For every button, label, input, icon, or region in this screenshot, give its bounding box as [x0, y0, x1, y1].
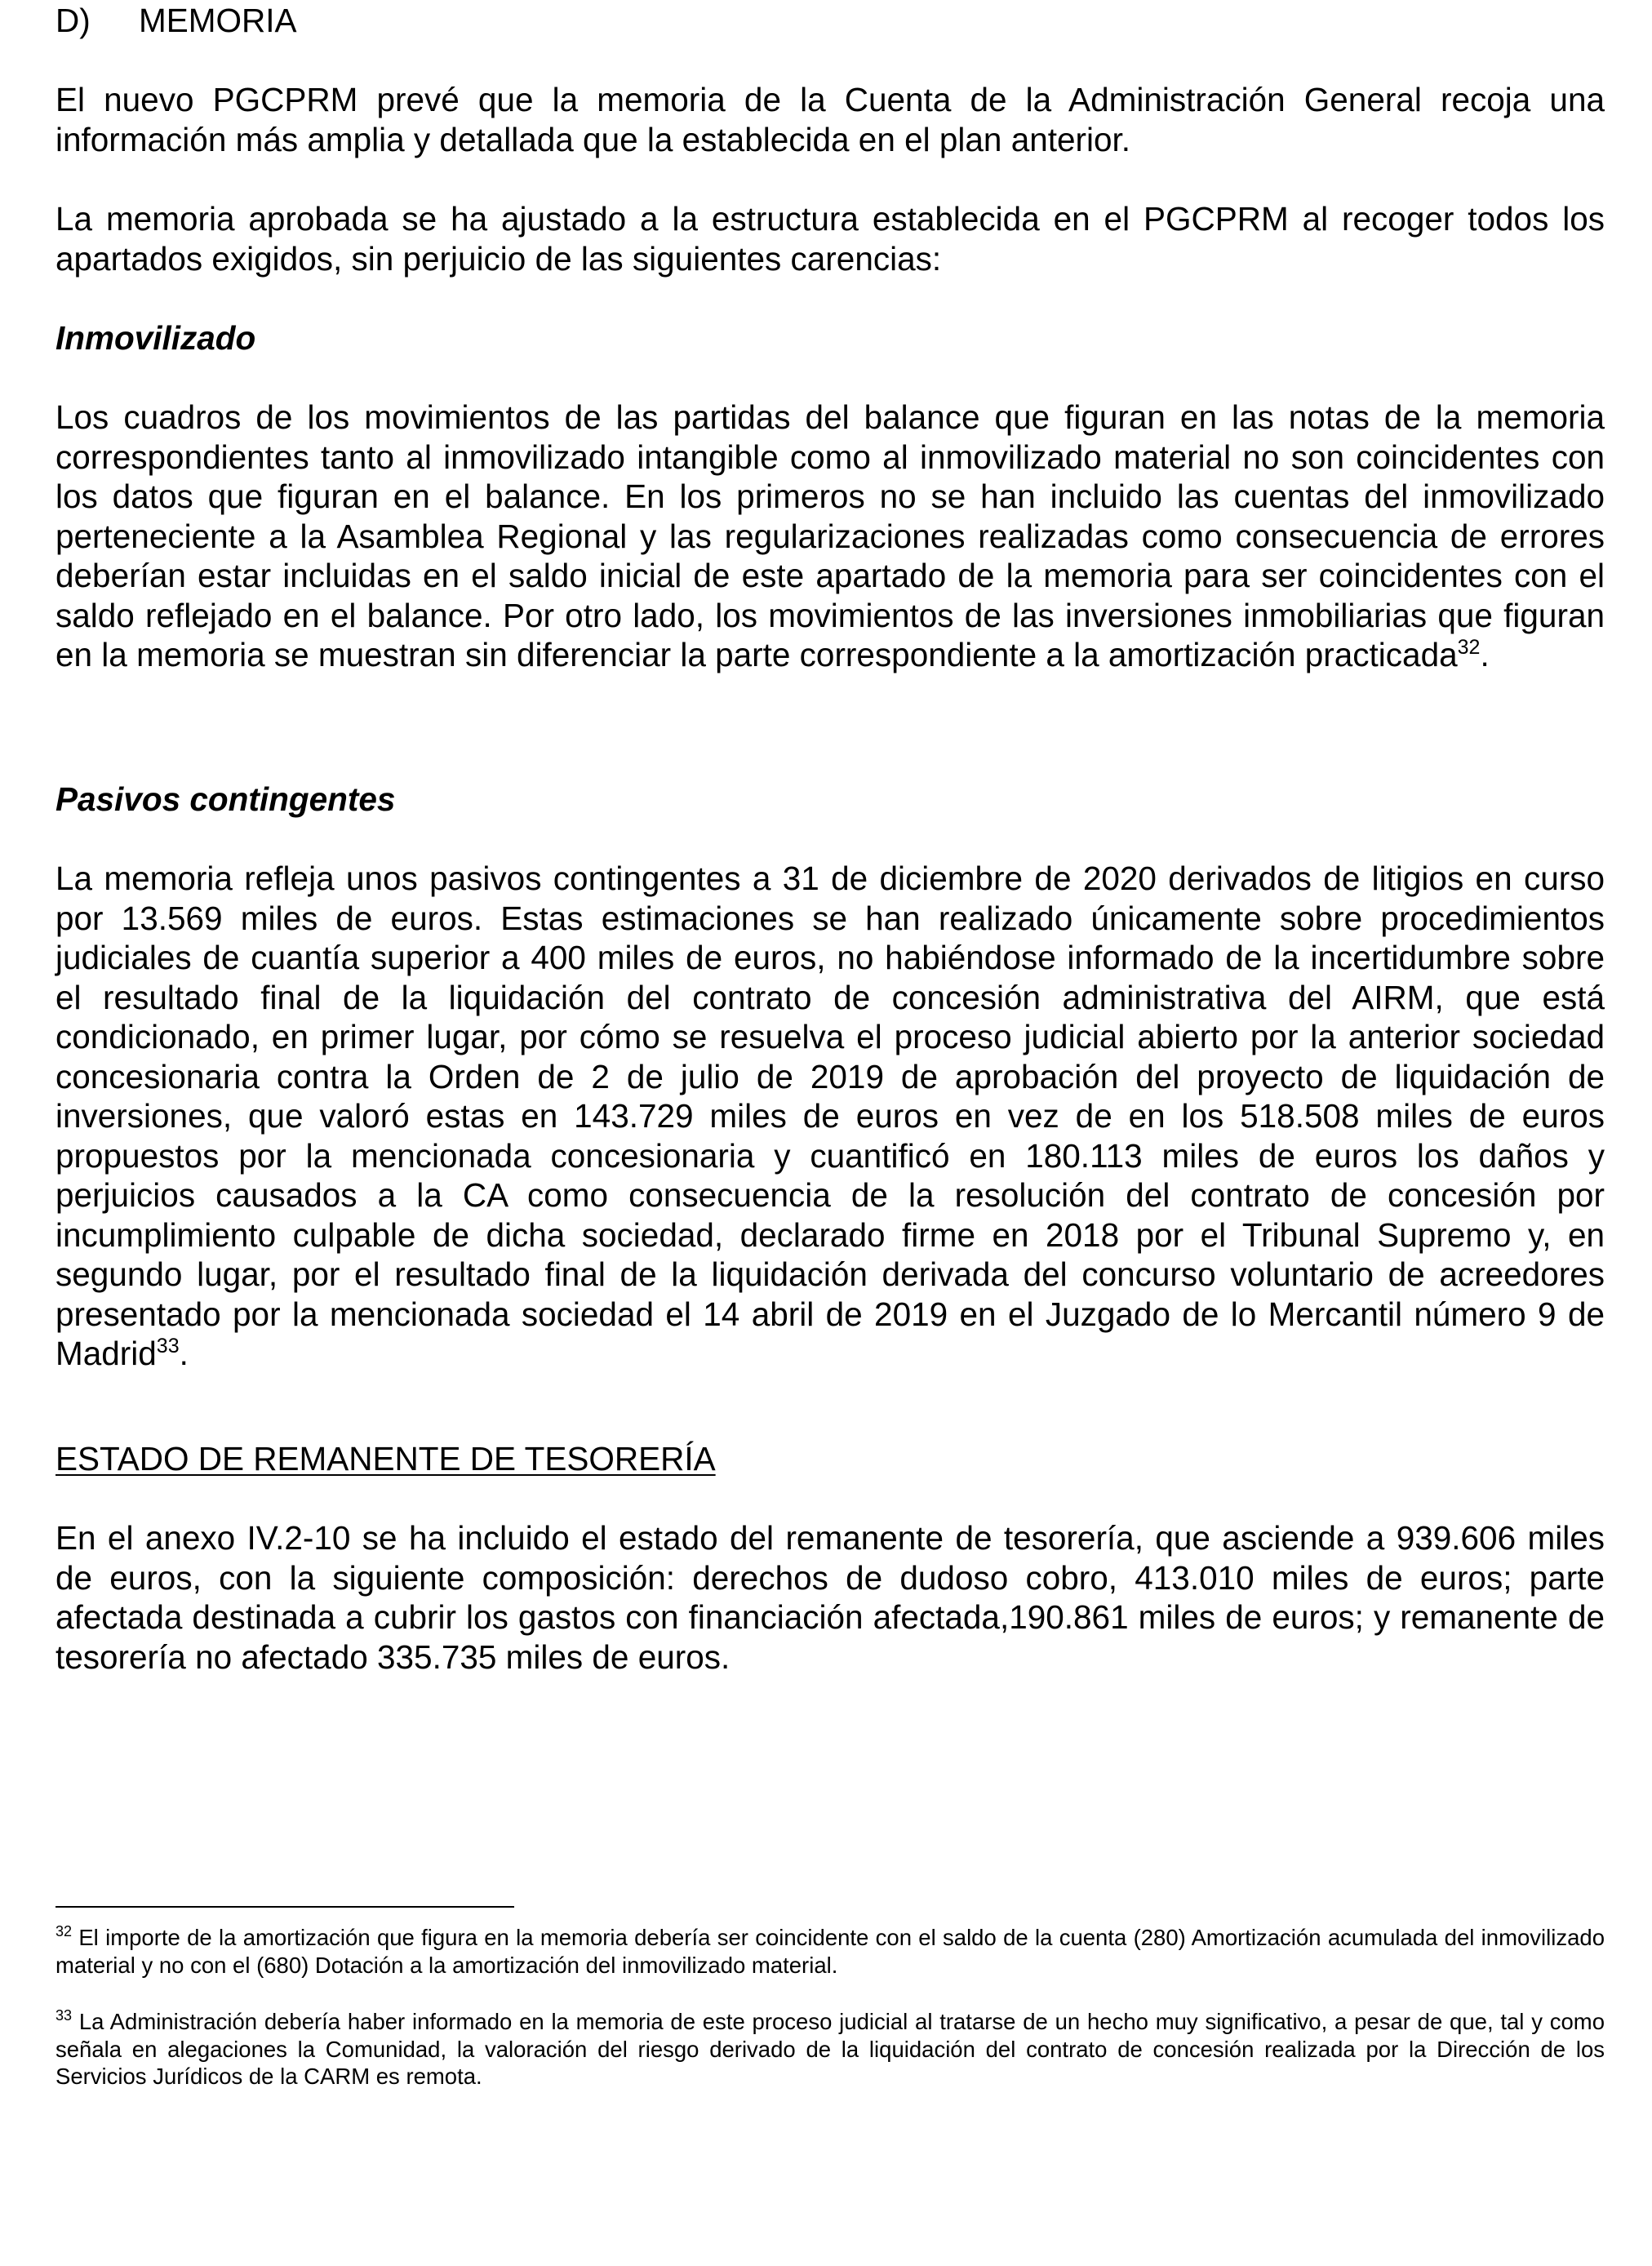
footnote-text: El importe de la amortización que figura en la memoria debería ser coincidente con el saldo de la cuenta (280) Amortización acumulada del inmovilizado material y no con el (680) Dotación a la amortización del inmovilizado material.	[56, 1925, 1605, 1978]
footnote-number: 33	[56, 2007, 73, 2024]
inmovilizado-end: .	[1480, 636, 1490, 673]
intro-paragraph-2: La memoria aprobada se ha ajustado a la estructura establecida en el PGCPRM al recoger todos los apartados exigidos, sin perjuicio de las siguientes carencias:	[56, 200, 1605, 278]
intro-paragraph-1: El nuevo PGCPRM prevé que la memoria de la Cuenta de la Administración General recoja una información más amplia y detallada que la establecida en el plan anterior.	[56, 81, 1605, 158]
footnote-32	[56, 1924, 1605, 1979]
footnote-number: 32	[56, 1923, 73, 1939]
pasivos-text: La memoria refleja unos pasivos contingentes a 31 de diciembre de 2020 derivados de litigios en curso por 13.569 miles de euros. Estas estimaciones se han realizado únicamente sobre procedimientos judiciales de cuantía superior a 400 miles de euros, no habiéndose informado de la incertidumbre sobre el resultado final de la liquidación del contrato de concesión administrativa del AIRM, que está condicionado, en primer lugar, por cómo se resuelva el proceso judicial abierto por la anterior sociedad concesionaria contra la Orden de 2 de julio de 2019 de aprobación del proyecto de liquidación de inversiones, que valoró estas en 143.729 miles de euros en vez de en los 518.508 miles de euros propuestos por la mencionada concesionaria y cuantificó en 180.113 miles de euros los daños y perjuicios causados a la CA como consecuencia de la resolución del contrato de concesión por incumplimiento culpable de dicha sociedad, declarado firme en 2018 por el Tribunal Supremo y, en segundo lugar, por el resultado final de la liquidación derivada del concurso voluntario de acreedores presentado por la mencionada sociedad el 14 abril de 2019 en el Juzgado de lo Mercantil número 9 de Madrid	[56, 860, 1605, 1372]
footnote-text: La Administración debería haber informado en la memoria de este proceso judicial al tratarse de un hecho muy significativo, a pesar de que, tal y como señala en alegaciones la Comunidad, la valoración del riesgo derivado de la liquidación del contrato de concesión realizada por la Dirección de los Servicios Jurídicos de la CARM es remota.	[56, 2009, 1605, 2089]
footnote-33	[56, 2008, 1605, 2090]
inmovilizado-text: Los cuadros de los movimientos de las partidas del balance que figuran en las notas de la memoria correspondientes tanto al inmovilizado intangible como al inmovilizado material no son coincidentes con los datos que figuran en el balance. En los primeros no se han incluido las cuentas del inmovilizado perteneciente a la Asamblea Regional y las regularizaciones realizadas como consecuencia de errores deberían estar incluidas en el saldo inicial de este apartado de la memoria para ser coincidentes con el saldo reflejado en el balance. Por otro lado, los movimientos de las inversiones inmobiliarias que figuran en la memoria se muestran sin diferenciar la parte correspondiente a la amortización practicada	[56, 398, 1605, 673]
section-heading	[56, 1, 1605, 41]
section-title: MEMORIA	[139, 2, 297, 39]
pasivos-end: .	[179, 1335, 189, 1372]
pasivos-paragraph	[56, 859, 1605, 1374]
inmovilizado-paragraph	[56, 398, 1605, 675]
pasivos-heading: Pasivos contingentes	[56, 780, 396, 818]
footnote-ref-33[interactable]: 33	[156, 1335, 180, 1357]
section-number: D)	[56, 2, 91, 39]
remanente-paragraph: En el anexo IV.2-10 se ha incluido el estado del remanente de tesorería, que asciende a 939.606 miles de euros, con la siguiente composición: derechos de dudoso cobro, 413.010 miles de euros; parte afectada destinada a cubrir los gastos con financiación afectada,190.861 miles de euros; y remanente de tesorería no afectado 335.735 miles de euros.	[56, 1519, 1605, 1676]
footnote-ref-32[interactable]: 32	[1457, 636, 1481, 659]
inmovilizado-heading: Inmovilizado	[56, 319, 256, 357]
footnote-separator	[56, 1906, 514, 1908]
remanente-heading: ESTADO DE REMANENTE DE TESORERÍA	[56, 1440, 716, 1477]
